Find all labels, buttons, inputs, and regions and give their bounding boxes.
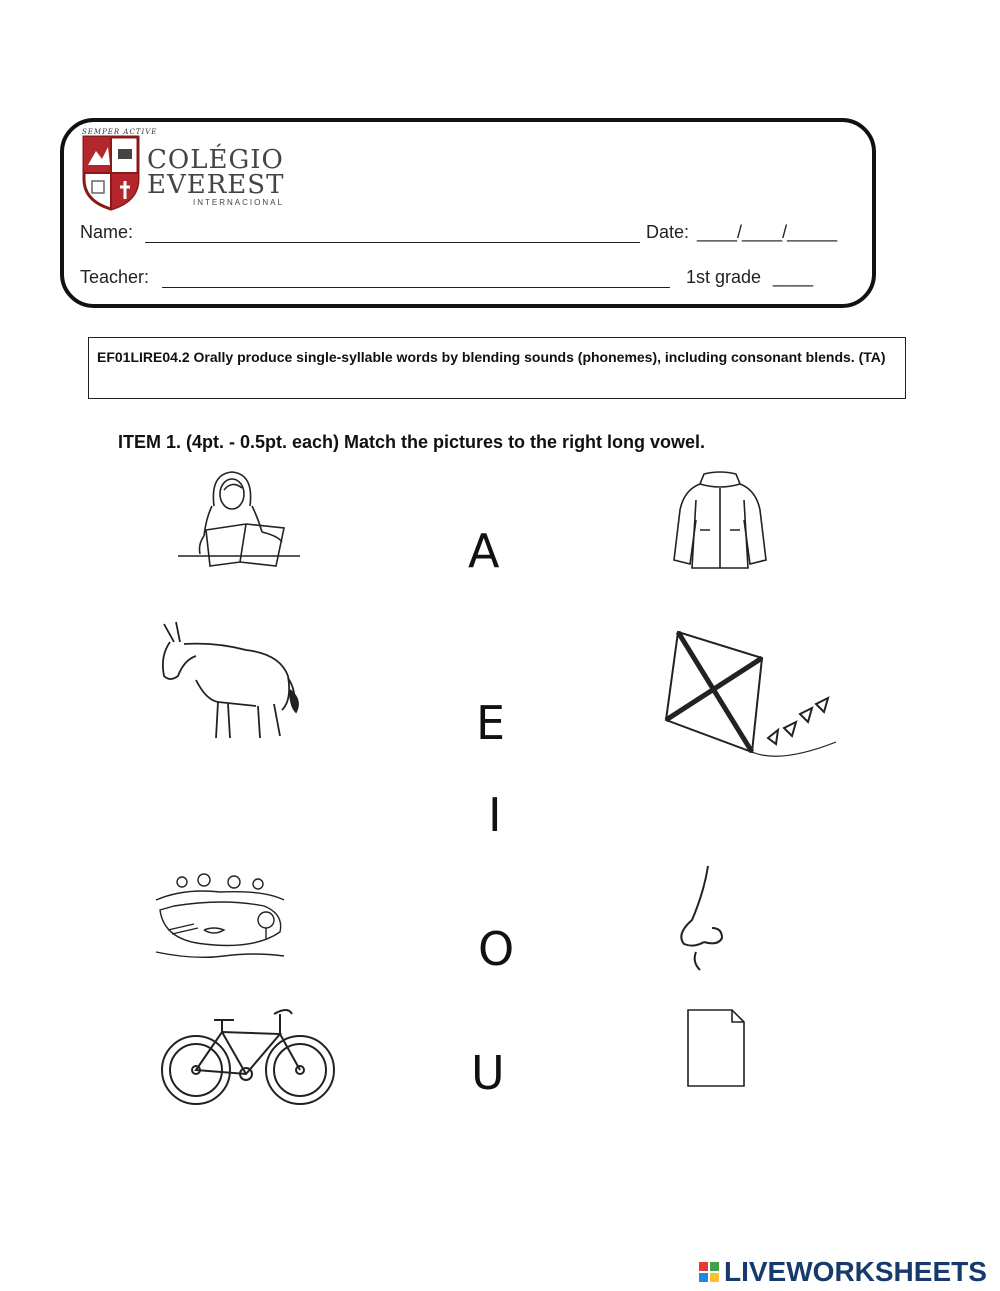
school-name-sub: INTERNACIONAL: [193, 198, 284, 207]
brand-text: LIVEWORKSHEETS: [724, 1256, 987, 1287]
school-shield-logo: [82, 135, 140, 211]
grade-label: 1st grade: [686, 267, 762, 287]
kite-picture[interactable]: [660, 624, 836, 764]
bicycle-picture[interactable]: [158, 1002, 338, 1108]
grade-field[interactable]: ____: [773, 267, 814, 287]
brand-logo-icon: [698, 1261, 720, 1283]
item-title: ITEM 1. (4pt. - 0.5pt. each) Match the pictures to the right long vowel.: [118, 432, 706, 452]
vowel-e[interactable]: E: [476, 696, 506, 750]
standard-text: EF01LIRE04.2 Orally produce single-syllable words by blending sounds (phonemes), including consonant blends. (TA): [97, 349, 886, 365]
vowel-o[interactable]: O: [478, 922, 515, 976]
paper-picture[interactable]: [684, 1006, 748, 1090]
coat-picture[interactable]: [670, 470, 770, 572]
lake-picture[interactable]: [154, 870, 286, 962]
vowel-u[interactable]: U: [471, 1046, 505, 1100]
name-field[interactable]: [145, 242, 640, 243]
date-label: Date:: [646, 222, 690, 242]
vowel-a[interactable]: A: [468, 524, 500, 578]
school-motto: SEMPER ACTIVE: [82, 128, 158, 136]
standard-box: [88, 337, 906, 399]
name-label: Name:: [80, 222, 134, 242]
teacher-label: Teacher:: [80, 267, 150, 287]
donkey-picture[interactable]: [156, 620, 302, 744]
girl-reading-picture[interactable]: [176, 466, 302, 572]
school-name-line1: COLÉGIO: [147, 145, 284, 175]
school-name-line2: EVEREST: [147, 170, 285, 200]
teacher-field[interactable]: [162, 287, 670, 288]
nose-picture[interactable]: [674, 862, 730, 972]
liveworksheets-brand: [698, 1256, 987, 1288]
vowel-i[interactable]: I: [488, 788, 502, 842]
date-field[interactable]: ____/____/_____: [697, 222, 838, 242]
